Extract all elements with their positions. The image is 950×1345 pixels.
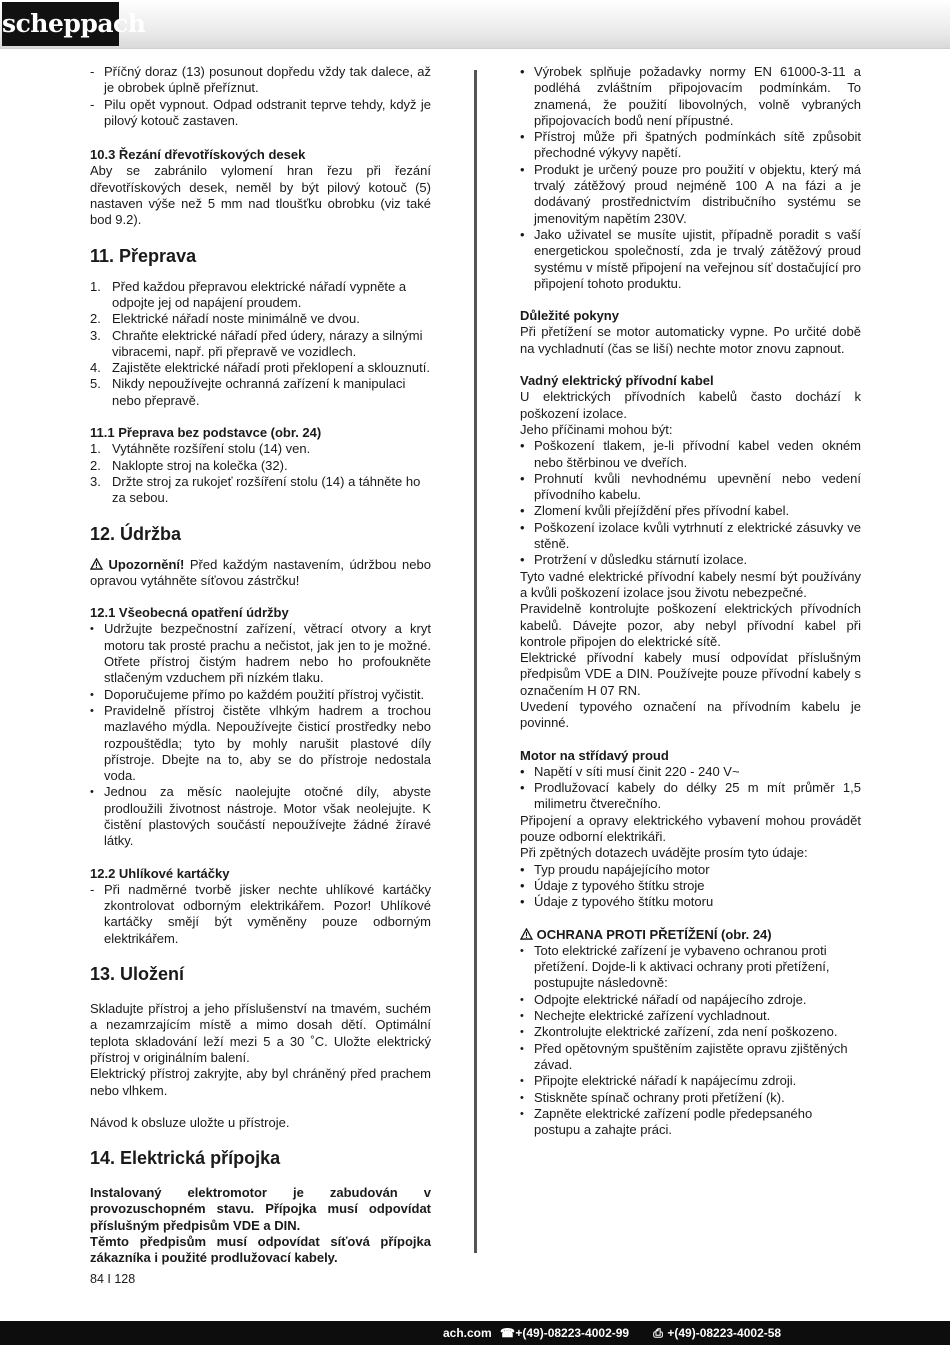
paragraph: Elektrické přívodní kabely musí odpovídat příslušným předpisům VDE a DIN. Používejte pouze přívodní kabely s označením H 07 RN. — [520, 650, 861, 698]
list-item: • Udržujte bezpečnostní zařízení, větrací otvory a kryt motoru tak prosté prachu a nečistot, jak jen to je možné. Otřete přístroj čistým hadrem nebo ho profoukněte stlačeným vzduchem při nízkém tlaku. — [90, 621, 431, 686]
section-title: 14. Elektrická přípojka — [90, 1148, 281, 1169]
fax-icon: ⎙ — [653, 1326, 663, 1340]
list-item: • Připojte elektrické nářadí k napájecímu zdroji. — [520, 1073, 797, 1089]
section-heading: Důležité pokyny — [520, 308, 619, 324]
footer-fax: ⎙ +(49)-08223-4002-58 — [652, 1321, 781, 1345]
paragraph: Skladujte přístroj a jeho příslušenství na tmavém, suchém a nezamrzajícím místě a mimo dosah dětí. Optimální teplota skladování leží mezi 5 a 30 ˚C. Uložte elektrický přístroj v originálním balení. — [90, 1001, 431, 1065]
list-item: - Při nadměrné tvorbě jisker nechte uhlíkové kartáčky zkontrolovat odborným elektrikářem. Pozor! Uhlíkové kartáčky smějí být vyměněny pouze odborným elektrikářem. — [90, 881, 431, 946]
paragraph: Při zpětných dotazech uvádějte prosím tyto údaje: — [520, 845, 808, 861]
list-item: • Výrobek splňuje požadavky normy EN 61000-3-11 a podléhá zvláštním připojovacím podmínkám. To znamená, že použití libovolných, volně vybraných připojovacích bodů není přípustné. — [520, 64, 861, 128]
footer-website: ach.com — [443, 1326, 492, 1340]
section-heading: OCHRANA PROTI PŘETÍŽENÍ (obr. 24) — [520, 927, 861, 943]
list-item: • Přístroj může při špatných podmínkách sítě způsobit přechodné výkyvy napětí. — [520, 129, 861, 161]
list-item: - Pilu opět vypnout. Odpad odstranit teprve tehdy, když je pilový kotouč zastaven. — [90, 96, 431, 128]
warning-note: Upozornění! Před každým nastavením, údržbou nebo opravou vytáhněte síťovou zástrčku! — [90, 556, 431, 588]
section-heading: 12.2 Uhlíkové kartáčky — [90, 865, 230, 881]
section-heading: 11.1 Přeprava bez podstavce (obr. 24) — [90, 425, 322, 441]
list-item: 5. Nikdy nepoužívejte ochranná zařízení k manipulaci nebo přepravě. — [90, 376, 406, 408]
paragraph: Při přetížení se motor automaticky vypne. Po určité době na vychladnutí (čas se liší) nechte motor znovu zapnout. — [520, 324, 861, 356]
list-item: 4. Zajistěte elektrické nářadí proti překlopení a sklouznutí. — [90, 360, 430, 376]
list-item: • Zapněte elektrické zařízení podle předepsaného postupu a zahajte práci. — [520, 1105, 813, 1138]
header-bar — [0, 0, 950, 49]
list-item: - Příčný doraz (13) posunout dopředu vždy tak dalece, až je obrobek úplně přeříznut. — [90, 64, 431, 96]
list-item: 1. Před každou přepravou elektrické nářadí vypněte a odpojte jej od napájení proudem. — [90, 278, 407, 310]
list-item: • Protržení v důsledku stárnutí izolace. — [520, 552, 748, 568]
list-item: • Údaje z typového štítku motoru — [520, 894, 714, 910]
list-item: • Produkt je určený pouze pro použití v objektu, který má trvalý zátěžový proud nejméně 100 A na fázi a je dodávaný prostřednictvím distribučního systému se jmenovitým napětím 230V. — [520, 161, 861, 226]
paragraph: Návod k obsluze uložte u přístroje. — [90, 1114, 290, 1130]
list-item: 2. Elektrické nářadí noste minimálně ve dvou. — [90, 311, 360, 327]
list-item: • Údaje z typového štítku stroje — [520, 877, 705, 893]
warning-icon — [520, 928, 533, 940]
list-item: • Zlomení kvůli přejíždění přes přívodní kabel. — [520, 503, 790, 519]
list-item: • Jako uživatel se musíte ujistit, případně poradit s vaší energetickou společností, zda je trvalý zátěžový proud systému v místě připojení na veřejnou síť dostačující pro připojení tohoto produktu. — [520, 226, 861, 291]
list-item: • Toto elektrické zařízení je vybaveno ochranou proti přetížení. Dojde-li k aktivaci ochrany proti přetížení, postupujte následovně: — [520, 942, 830, 991]
list-item: • Doporučujeme přímo po každém použití přístroj vyčistit. — [90, 686, 425, 702]
paragraph: Těmto předpisům musí odpovídat síťová přípojka zákazníka i použité prodlužovací kabely. — [90, 1234, 431, 1266]
right-column — [520, 64, 861, 1138]
list-item: 1. Vytáhněte rozšíření stolu (14) ven. — [90, 441, 311, 457]
list-item: • Napětí v síti musí činit 220 - 240 V~ — [520, 763, 740, 779]
section-heading: Vadný elektrický přívodní kabel — [520, 373, 714, 389]
footer-phone: ☎ +(49)-08223-4002-99 — [500, 1321, 629, 1345]
column-divider — [474, 70, 477, 1253]
paragraph: Uvedení typového označení na přívodním kabelu je povinné. — [520, 698, 861, 731]
paragraph: Připojení a opravy elektrického vybavení mohou provádět pouze odborní elektrikáři. — [520, 812, 861, 845]
paragraph: Pravidelně kontrolujte poškození elektrických přívodních kabelů. Dávejte pozor, aby nebyl přívodní kabel při kontrole připojen do elektrické sítě. — [520, 601, 861, 649]
warning-icon — [90, 558, 103, 570]
list-item: 3. Držte stroj za rukojeť rozšíření stolu (14) a táhněte ho za sebou. — [90, 473, 421, 506]
section-title: 11. Přeprava — [90, 245, 197, 266]
section-heading: Motor na střídavý proud — [520, 747, 669, 763]
section-title: 13. Uložení — [90, 964, 185, 985]
left-column — [90, 64, 431, 1267]
list-item: • Prohnutí kvůli nevhodnému upevnění nebo vedení přívodního kabelu. — [520, 470, 861, 503]
list-item: • Poškození izolace kvůli vytrhnutí z elektrické zásuvky ve stěně. — [520, 519, 861, 552]
phone-icon: ☎ — [500, 1326, 515, 1340]
section-heading: 12.1 Všeobecná opatření údržby — [90, 605, 289, 621]
list-item: • Stiskněte spínač ochrany proti přetížení (k). — [520, 1089, 785, 1105]
page-number: 84 I 128 — [90, 1272, 136, 1286]
list-item: • Typ proudu napájejícího motor — [520, 861, 710, 877]
list-item: • Nechejte elektrické zařízení vychladnout. — [520, 1008, 771, 1024]
paragraph: Elektrický přístroj zakryjte, aby byl chráněný před prachem nebo vlhkem. — [90, 1066, 431, 1098]
list-item: • Prodlužovací kabely do délky 25 m mít průměr 1,5 milimetru čtverečního. — [520, 780, 861, 812]
paragraph: Instalovaný elektromotor je zabudován v provozuschopném stavu. Přípojka musí odpovídat příslušným předpisům VDE a DIN. — [90, 1185, 431, 1233]
list-item: • Jednou za měsíc naolejujte otočné díly, abyste prodloužili životnost nástroje. Motor však neolejujte. K čistění plastových součástí nepoužívejte žádné žíravé látky. — [90, 784, 431, 849]
paragraph: Tyto vadné elektrické přívodní kabely nesmí být používány a kvůli poškození izolace jsou životu nebezpečné. — [520, 568, 861, 600]
list-item: • Poškození tlakem, je-li přívodní kabel veden okném nebo štěrbinou ve dveřích. — [520, 438, 861, 470]
section-title: 12. Údržba — [90, 523, 182, 544]
paragraph: Jeho příčinami mohou být: — [520, 421, 673, 437]
brand-logo: scheppach — [2, 2, 119, 46]
list-item: • Zkontrolujte elektrické zařízení, zda není poškozeno. — [520, 1024, 838, 1040]
section-heading: 10.3 Řezání dřevotřískových desek — [90, 147, 306, 163]
list-item: 3. Chraňte elektrické nářadí před údery, nárazy a silnými vibracemi, např. při přepravě ve vozidlech. — [90, 327, 423, 359]
paragraph: U elektrických přívodních kabelů často dochází k poškození izolace. — [520, 389, 861, 421]
list-item: 2. Naklopte stroj na kolečka (32). — [90, 457, 288, 473]
list-item: • Pravidelně přístroj čistěte vlhkým hadrem a trochou mazlavého mýdla. Nepoužívejte čisticí prostředky nebo rozpouštědla; tyto by mohly narušit plastové díly přístroje. Dbejte na to, aby se do přístroje nedostala voda. — [90, 702, 431, 784]
footer-bar — [0, 1321, 950, 1345]
list-item: • Odpojte elektrické nářadí od napájecího zdroje. — [520, 991, 807, 1007]
paragraph: Aby se zabránilo vylomení hran řezu při řezání dřevotřískových desek, neměl by být pilový kotouč (5) nastaven výše než 5 mm nad tloušťku obrobku (viz také bod 9.2). — [90, 163, 431, 228]
list-item: • Před opětovným spuštěním zajistěte opravu zjištěných závad. — [520, 1040, 848, 1072]
